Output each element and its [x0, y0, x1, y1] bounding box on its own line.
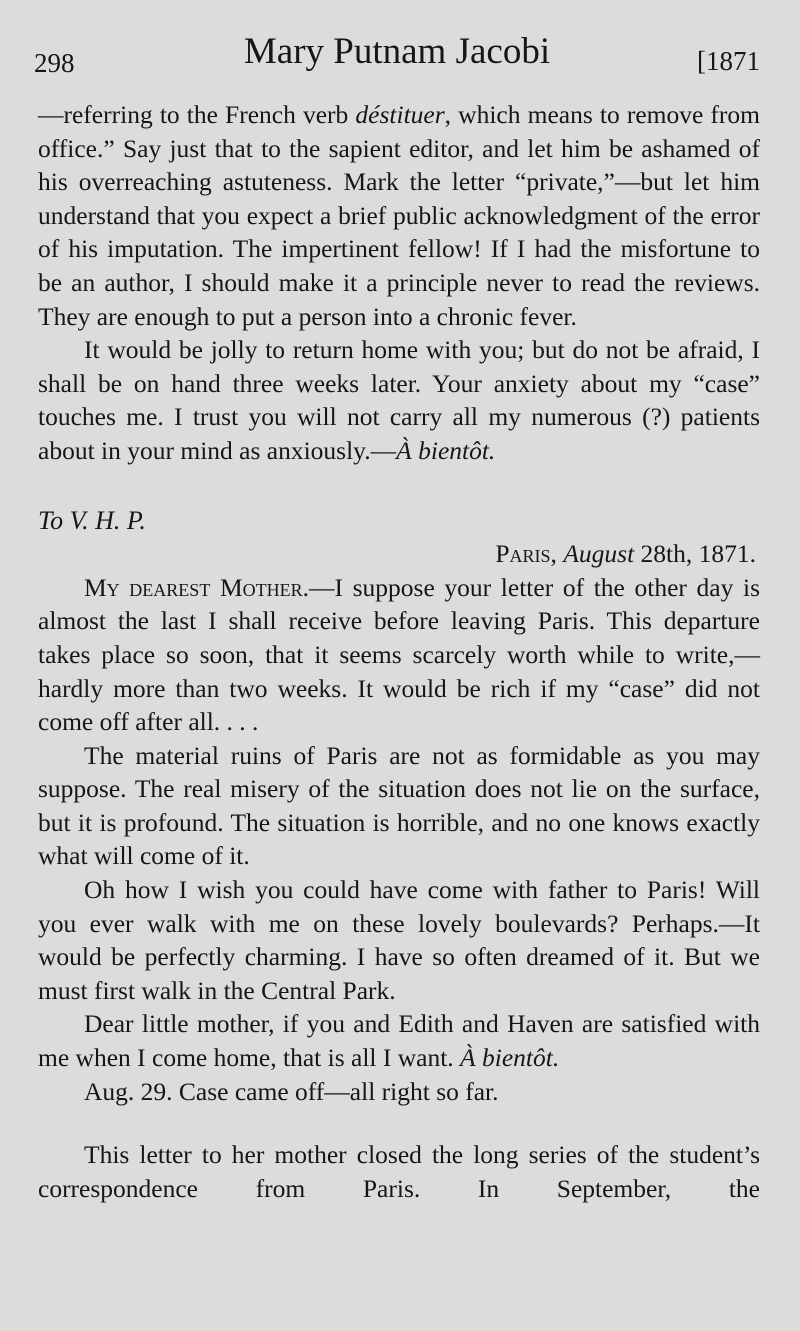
paragraph-5: Oh how I wish you could have come with father to Paris! Will you ever walk with me on these lovely boulevards? Perhaps.—It would be perfectly charming. I have so often dreamed of it. But we must first walk in the Central Park.	[38, 875, 760, 1005]
italic-closing: À bientôt.	[396, 435, 496, 465]
running-header	[34, 28, 760, 84]
paragraph-7: Aug. 29. Case came off—all right so far.	[84, 1076, 499, 1106]
paragraph-6: Dear little mother, if you and Edith and Haven are satisfied with me when I come home, that is all I want. À bientôt.	[38, 1009, 760, 1073]
running-title: Mary Putnam Jacobi	[243, 31, 551, 72]
letter-opening: My dearest Mother.	[84, 572, 309, 602]
page-body	[38, 98, 760, 1205]
paragraph-2: It would be jolly to return home with you; but do not be afraid, I shall be on hand three weeks later. Your anxiety about my “case” touches me. I trust you will not carry all my numerous (?) patients about in your mind as anxiously.—À bientôt.	[38, 335, 760, 465]
italic-closing: À bientôt.	[460, 1043, 560, 1073]
paragraph-3: My dearest Mother.—I suppose your letter of the other day is almost the last I shall receive before leaving Paris. This departure takes place so soon, that it seems scarcely worth while to write,—hardly more than two weeks. It would be rich if my “case” did not come off after all. . . .	[38, 572, 760, 737]
page-number: 298	[34, 48, 75, 78]
paragraph-8: This letter to her mother closed the long series of the student’s correspondence from Paris. In September, the	[38, 1140, 760, 1203]
italic-word: déstituer	[355, 100, 445, 129]
running-year: [1871	[697, 46, 760, 76]
section-gap	[38, 468, 760, 504]
paragraph-4: The material ruins of Paris are not as formidable as you may suppose. The real misery of the situation does not lie on the surface, but it is profound. The situation is horrible, and no one knows exactly what will come of it.	[38, 740, 760, 871]
letter-dateline: Paris, August 28th, 1871.	[495, 539, 756, 569]
paragraph-1: —referring to the French verb déstituer, which means to remove from office.” Say just that to the sapient editor, and let him be ashamed of his overreaching astuteness. Mark the letter “private,”—but let him understand that you expect a brief public acknowledgment of the error of his imputation. The impertinent fellow! If I had the misfortune to be an author, I should make it a principle never to read the reviews. They are enough to put a person into a chronic fever.	[38, 100, 760, 331]
section-gap	[38, 1108, 760, 1138]
letter-salutation: To V. H. P.	[38, 505, 146, 535]
